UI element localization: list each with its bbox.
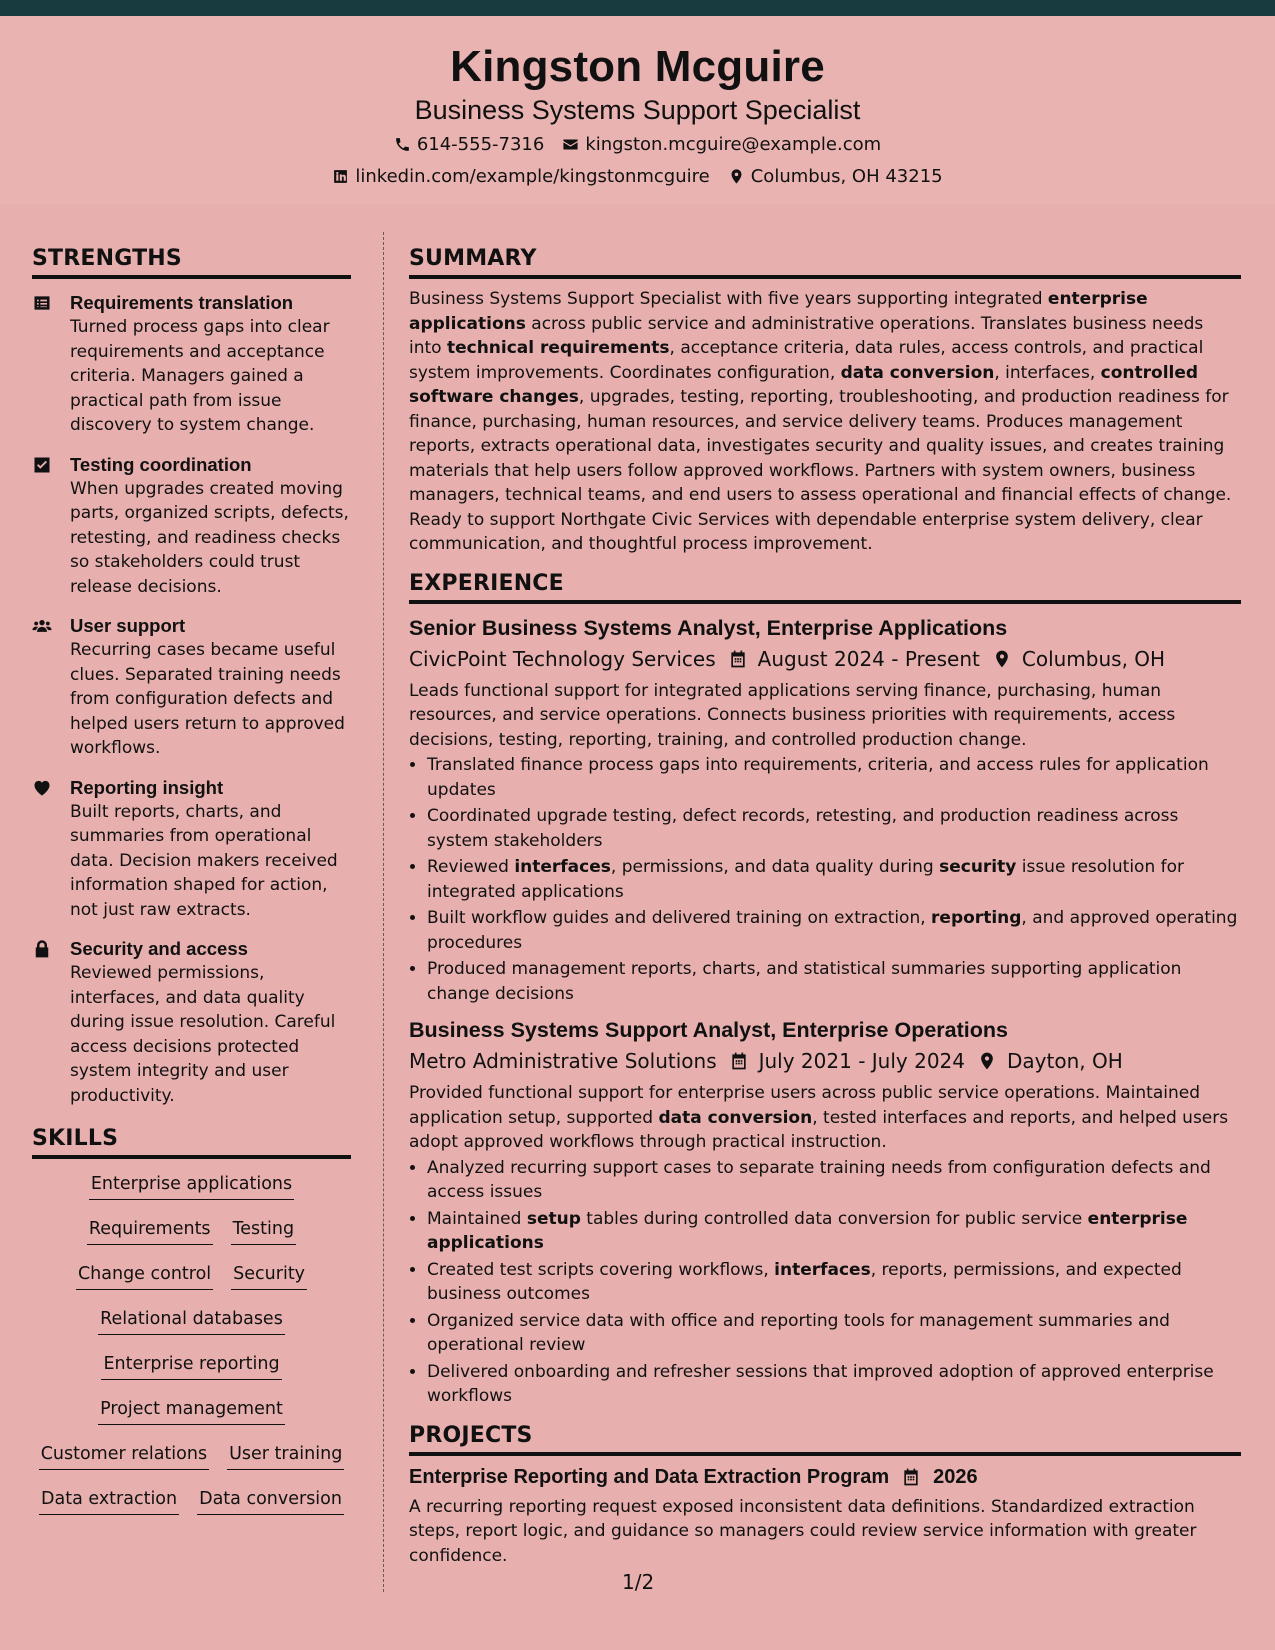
text-run: Analyzed recurring support cases to separate training needs from configuration defects and access issues	[427, 1157, 1211, 1202]
column-divider	[383, 232, 384, 1592]
calendar-icon	[728, 649, 748, 669]
job-bullet	[427, 906, 1241, 955]
job-company: CivicPoint Technology Services	[409, 646, 716, 671]
location-text: Columbus, OH 43215	[750, 166, 943, 187]
job-meta	[409, 1049, 1241, 1073]
job-bullet	[427, 855, 1241, 904]
strengths-list	[32, 291, 351, 1108]
job-description	[409, 1081, 1241, 1155]
text-run: , tested interfaces and reports, and helped users adopt approved workflows through practical instruction.	[409, 1107, 1229, 1152]
skill-row	[32, 1441, 351, 1470]
checkbox-icon	[32, 455, 52, 475]
text-run: Provided functional support for enterprise users across public service operations. Maintained application setup, supported	[409, 1083, 1200, 1128]
text-run: Built workflow guides and delivered training on extraction,	[427, 908, 932, 928]
text-run: , acceptance criteria, data rules, access controls, and practical system improvements. Coordinates configuration,	[409, 338, 1204, 383]
skill-tag: Security	[231, 1261, 307, 1290]
strength-icon-wrap	[32, 291, 70, 438]
project-description: A recurring reporting request exposed inconsistent data definitions. Standardized extraction steps, report logic, and guidance so managers could review service information with greater confidence.	[409, 1496, 1197, 1566]
strength-title: Reporting insight	[70, 776, 224, 798]
job-location	[992, 647, 1165, 671]
text-run: issue resolution for integrated applications	[427, 857, 1184, 902]
project-title-row	[409, 1466, 1241, 1489]
page-number: 1/2	[622, 1570, 655, 1594]
skill-tag: Customer relations	[39, 1441, 209, 1470]
projects-heading: PROJECTS	[409, 1423, 1241, 1456]
strength-icon-wrap	[32, 776, 70, 923]
job-description	[409, 679, 1241, 753]
lock-icon	[32, 939, 52, 959]
job-bullets	[409, 753, 1241, 1006]
strength-description: Turned process gaps into clear requirements and acceptance criteria. Managers gained a practical path from issue discovery to system change.	[70, 317, 330, 435]
experience-list	[409, 616, 1241, 1409]
bold-term: setup	[526, 1208, 581, 1229]
strength-description: When upgrades created moving parts, organized scripts, defects, retesting, and readiness checks so stakeholders could trust release decisions.	[70, 478, 349, 597]
list-icon	[32, 293, 52, 313]
text-run: Created test scripts covering workflows,	[427, 1259, 775, 1280]
summary-text	[409, 287, 1241, 557]
strength-icon-wrap	[32, 614, 70, 761]
skill-tag: Change control	[76, 1261, 213, 1290]
job-entry	[409, 1018, 1241, 1409]
bold-term: interfaces	[514, 857, 611, 877]
bold-term: controlled software changes	[409, 362, 1199, 407]
skill-row	[32, 1306, 351, 1335]
strength-item	[32, 291, 351, 438]
job-location-text: Dayton, OH	[1007, 1049, 1123, 1073]
text-run: tables during controlled data conversion for public service	[580, 1208, 1088, 1229]
skill-row	[32, 1171, 351, 1200]
project-title: Enterprise Reporting and Data Extraction Program	[409, 1465, 890, 1488]
job-entry	[409, 616, 1241, 1007]
envelope-icon	[562, 136, 579, 153]
bold-term: data conversion	[840, 362, 995, 383]
skill-row	[32, 1351, 351, 1380]
job-bullet	[427, 1207, 1241, 1256]
users-icon	[32, 616, 52, 636]
strength-body	[70, 291, 351, 438]
bold-term: enterprise applications	[427, 1208, 1188, 1253]
map-pin-icon	[977, 1051, 997, 1071]
text-run: , and approved operating procedures	[427, 908, 1238, 953]
linkedin-icon	[332, 168, 349, 185]
heart-icon	[32, 778, 52, 798]
strength-description: Reviewed permissions, interfaces, and data quality during issue resolution. Careful access decisions protected system integrity and user productivity.	[70, 963, 336, 1106]
resume-header	[0, 16, 1275, 204]
job-location-text: Columbus, OH	[1021, 646, 1166, 671]
phone-icon	[394, 136, 411, 153]
experience-heading: EXPERIENCE	[409, 571, 1241, 604]
calendar-icon	[901, 1467, 921, 1487]
calendar-icon	[729, 1051, 749, 1071]
strength-body	[70, 937, 351, 1108]
text-run: Leads functional support for integrated applications serving finance, purchasing, human resources, and service operations. Connects business priorities with requirements, access decisions, testing, reporting, training, and controlled production change.	[409, 680, 1176, 750]
skill-tag: Enterprise applications	[89, 1171, 294, 1200]
bold-term: reporting	[931, 908, 1022, 928]
strength-item	[32, 937, 351, 1108]
text-run: Translated finance process gaps into requirements, criteria, and access rules for application updates	[427, 755, 1209, 800]
strength-description: Recurring cases became useful clues. Separated training needs from configuration defects and helped users return to approved workflows.	[70, 640, 345, 758]
bold-term: security	[939, 857, 1017, 877]
job-bullet	[427, 957, 1241, 1006]
linkedin-text: linkedin.com/example/kingstonmcguire	[355, 166, 710, 187]
text-run: , interfaces,	[994, 362, 1101, 383]
strength-title: Security and access	[70, 938, 248, 959]
candidate-title: Business Systems Support Specialist	[414, 95, 861, 125]
job-bullet	[427, 1360, 1241, 1409]
skill-tag: Data conversion	[197, 1486, 344, 1515]
skill-tag: Enterprise reporting	[101, 1351, 281, 1380]
skill-tag: Project management	[98, 1396, 285, 1425]
contact-row-1	[0, 134, 1275, 155]
project-year: 2026	[933, 1465, 978, 1488]
strength-body	[70, 776, 351, 923]
text-run: Produced management reports, charts, and statistical summaries supporting application change decisions	[427, 959, 1182, 1004]
strength-title: Testing coordination	[70, 453, 252, 475]
text-run: Organized service data with office and reporting tools for management summaries and operational review	[427, 1310, 1170, 1355]
strength-description: Built reports, charts, and summaries from operational data. Decision makers received information shaped for action, not just raw extracts.	[70, 801, 338, 920]
map-pin-icon	[992, 649, 1012, 669]
projects-list	[409, 1466, 1241, 1569]
skill-tag: User training	[227, 1441, 344, 1470]
strength-item	[32, 776, 351, 923]
contact-email[interactable]	[562, 134, 881, 155]
job-bullet	[427, 1309, 1241, 1358]
skill-tag: Relational databases	[98, 1306, 285, 1335]
text-run: , upgrades, testing, reporting, troubleshooting, and production readiness for finance, purchasing, human resources, and service delivery teams. Produces management reports, extracts operational data, investigates security and quality issues, and creates training materials that help users follow approved workflows. Partners with system owners, business managers, technical teams, and end users to assess operational and financial effects of change. Ready to support Northgate Civic Services with dependable enterprise system delivery, clear communication, and thoughtful process improvement.	[409, 387, 1232, 554]
contact-row-2	[0, 166, 1275, 187]
bold-term: technical requirements	[446, 338, 670, 358]
contact-phone[interactable]	[394, 134, 545, 155]
skills-heading: SKILLS	[32, 1126, 351, 1159]
skills-list	[32, 1171, 351, 1515]
text-run: Delivered onboarding and refresher sessions that improved adoption of approved enterprise workflows	[427, 1361, 1214, 1406]
strength-icon-wrap	[32, 453, 70, 600]
job-location	[977, 1049, 1123, 1073]
right-column	[409, 246, 1241, 1568]
job-bullets	[409, 1156, 1241, 1409]
bold-term: enterprise applications	[409, 289, 1148, 334]
strength-title: Requirements translation	[70, 292, 294, 313]
skill-tag: Testing	[231, 1216, 297, 1245]
left-column	[32, 246, 351, 1531]
text-run: , reports, permissions, and expected business outcomes	[427, 1259, 1182, 1304]
top-accent-bar	[0, 0, 1275, 16]
job-dates	[729, 1049, 965, 1073]
text-run: Maintained	[427, 1208, 527, 1229]
skill-row	[32, 1216, 351, 1245]
job-title: Business Systems Support Analyst, Enterprise Operations	[409, 1018, 1008, 1042]
project-entry	[409, 1466, 1241, 1569]
job-company: Metro Administrative Solutions	[409, 1049, 717, 1073]
job-bullet	[427, 804, 1241, 853]
phone-text: 614-555-7316	[416, 134, 545, 155]
job-dates-text: August 2024 - Present	[757, 646, 980, 671]
skill-tag: Data extraction	[39, 1486, 179, 1515]
bold-term: data conversion	[658, 1107, 813, 1128]
strength-item	[32, 614, 351, 761]
job-title: Senior Business Systems Analyst, Enterprise Applications	[409, 615, 1008, 640]
text-run: Business Systems Support Specialist with five years supporting integrated	[409, 289, 1048, 309]
job-dates-text: July 2021 - July 2024	[758, 1049, 965, 1073]
candidate-name: Kingston Mcguire	[450, 42, 825, 91]
summary-heading: SUMMARY	[409, 246, 1241, 279]
strength-title: User support	[70, 615, 186, 636]
skill-tag: Requirements	[87, 1216, 213, 1245]
skill-row	[32, 1396, 351, 1425]
job-bullet	[427, 1258, 1241, 1307]
contact-location	[728, 166, 943, 187]
contact-linkedin[interactable]	[332, 166, 709, 187]
skill-row	[32, 1486, 351, 1515]
map-pin-icon	[728, 168, 745, 185]
job-meta	[409, 647, 1241, 671]
strength-icon-wrap	[32, 937, 70, 1108]
text-run: Reviewed	[427, 857, 515, 877]
strength-body	[70, 453, 351, 600]
strength-body	[70, 614, 351, 761]
skill-row	[32, 1261, 351, 1290]
job-bullet	[427, 753, 1241, 802]
text-run: Coordinated upgrade testing, defect records, retesting, and production readiness across system stakeholders	[427, 806, 1179, 851]
strength-item	[32, 453, 351, 600]
job-dates	[728, 647, 980, 671]
bold-term: interfaces	[774, 1259, 871, 1280]
text-run: across public service and administrative operations. Translates business needs into	[409, 313, 1204, 358]
text-run: , permissions, and data quality during	[610, 857, 940, 877]
email-text: kingston.mcguire@example.com	[585, 134, 882, 155]
strengths-heading: STRENGTHS	[32, 246, 351, 279]
job-bullet	[427, 1156, 1241, 1205]
